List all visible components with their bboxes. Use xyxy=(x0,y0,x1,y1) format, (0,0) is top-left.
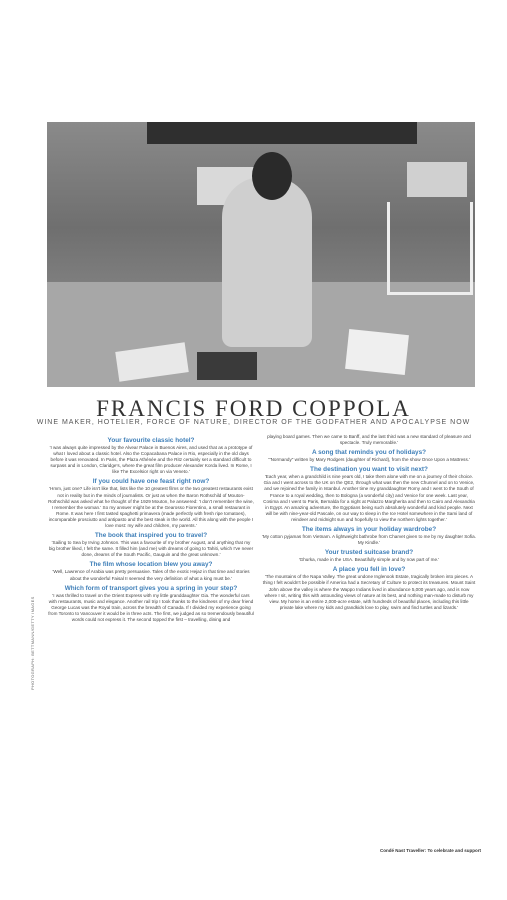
qa-item xyxy=(262,434,476,446)
question: A place you fell in love? xyxy=(332,566,406,574)
qa-item xyxy=(48,561,254,581)
question: The film whose location blew you away? xyxy=(89,561,213,569)
question: Your trusted suitcase brand? xyxy=(324,549,414,557)
director-chair xyxy=(407,162,467,197)
qa-item xyxy=(262,549,476,563)
answer: 'Well, Lawrence of Arabia was pretty persuasive. Tales of the exotic Hejaz in that time and stories about the wonderful Faisal II seemed the very definition of what a king must be.' xyxy=(52,569,250,581)
left-column xyxy=(48,434,254,623)
scattered-paper xyxy=(345,329,409,375)
answer: 'I was thrilled to travel on the Orient Express with my little granddaughter Gia. The wonderful cars with restaurants, music and elegance. Another rail trip I took thanks to the kindness of my dear friend George Lucas was the Royal train, across the breadth of Canada. If I divided my experience going from Toronto to Vancouver it would be in three acts. The first, we judged as so tremendously beautiful words could not express it. The second topped the first – travelling, dining and xyxy=(48,592,254,622)
qa-item xyxy=(262,526,476,546)
question: A song that reminds you of holidays? xyxy=(311,449,427,457)
answer: 'Each year, when a grandchild is nine years old, I take them alone with me on a journey of their choice. Gia and I went across to the UK on the QE2, through what was then the new Chunnel and on to Venice, and we rejoined the family in Istanbul. Another time my granddaughter Romy and I went to the South of France to a royal wedding, then to Bologna (a wonderful city) and Venice for one week. Last year, Cosima and I went to Paris, Bernalda for a night at Palazzo Margherita and then to Cairo and Alexandria in Egypt. An amazing adventure, the Egyptians being such absolutely wonderful and kind people. Next will be with nine-year-old Pascale, on our way to sleep in the Ice Hotel somewhere in the Sami land of reindeer and midnight sun and hopefully to view the northern lights together.' xyxy=(263,474,475,522)
answer: 'Ghurka, made in the USA. Beautifully simple and by now part of me.' xyxy=(298,557,440,563)
question: Your favourite classic hotel? xyxy=(107,437,195,444)
chalkboard xyxy=(147,122,417,144)
right-column xyxy=(262,434,476,611)
question: The book that inspired you to travel? xyxy=(94,532,208,540)
answer: 'My cotton pyjamas from Vietnam. A lightweight bathrobe from Charvet given to me by my daughter Sofia. My Kindle.' xyxy=(262,534,476,546)
portrait-photo xyxy=(47,122,475,387)
page-subtitle: WINE MAKER, HOTELIER, FORCE OF NATURE, DIRECTOR OF THE GODFATHER AND APOCALYPSE NOW xyxy=(36,419,471,426)
seated-figure xyxy=(222,177,312,347)
question: If you could have one feast right now? xyxy=(92,478,210,486)
chair-frame xyxy=(387,202,473,295)
answer: '"Normandy" written by Mary Rodgers (daughter of Richard), from the show Once Upon a Mattress.' xyxy=(268,457,470,463)
qa-item xyxy=(262,449,476,463)
answer: 'Hmm, just one? Life isn't like that, lists like the 10 greatest films or the two greatest restaurants exist not in reality but in the minds of journalists. Or just as when the Baron Rothschild of Mouton-Rothschild was asked what he thought of the 1929 Mouton, he answered: 'I don't remember the wine, I remember the woman.' So my answer might be at the Gearosso Fiorentino, a small restaurant in Rome. It was here I first tasted spaghetti primavera (made perfectly with fresh ripe tomatoes), incomparable prosciutto and antipasto and the best steak in the world. All this along with the people I love most: my wife and children, my parents.' xyxy=(48,486,254,529)
answer: 'The mountains of the Napa Valley. The great undone Inglenook Estate, tragically broken into pieces. A thing I felt wouldn't be possible if America had a Secretary of Culture to protect its treasures. Mount Saint John above the valley is where the Wappo Indians lived in abundance 5,000 years ago, and is now where I sit, writing this with astounding views of nature at its best, and nothing man-made to disturb my view. My home is an entire 2,000-acre estate, with hundreds of beautiful places, including this little private lake where my kids and grandkids love to play, swim and find turtles and lizards.' xyxy=(262,574,476,610)
question: Which form of transport gives you a spring in your step? xyxy=(64,584,238,592)
question: The items always in your holiday wardrobe? xyxy=(301,526,437,534)
photo-credit: PHOTOGRAPH: BETTMANN/GETTY IMAGES xyxy=(30,596,35,690)
answer: 'I was always quite impressed by the Alvear Palace in Buenos Aires, and used that as a prototype of what I loved about a classic hotel. Also the Copacabana Palace in Rio, especially in the old days before it was renovated. In Paris, the Plaza Athénée and the Ritz certainly set a standard difficult to surpass and in London, Claridge's, where the great film producer Alexander Korda lived. In Rome, I like The Excelsior right on via Veneto.' xyxy=(49,445,253,475)
qa-item xyxy=(48,585,254,623)
answer: 'Sailing to Sea by Irving Johnson. This was a favourite of my brother August, and anything that my big brother liked, I felt the same. It filled him (and me) with dreams of going to Tahiti, which I've never done, dreams of the South Pacific, Gauguin and the great unknown.' xyxy=(48,540,254,558)
qa-item xyxy=(262,566,476,611)
qa-item xyxy=(48,437,254,475)
footer-note: Condé Nast Traveller: To celebrate and support xyxy=(380,848,481,853)
qa-item xyxy=(262,466,476,523)
figure-head xyxy=(252,152,292,200)
qa-item xyxy=(48,478,254,529)
answer: playing board games. Then we came to Banff, and the last third was a new standard of pleasure and spectacle. Truly memorable.' xyxy=(267,434,471,446)
qa-item xyxy=(48,532,254,558)
page-title: FRANCIS FORD COPPOLA xyxy=(96,396,411,421)
question: The destination you want to visit next? xyxy=(310,466,428,474)
scattered-photo xyxy=(197,352,257,380)
